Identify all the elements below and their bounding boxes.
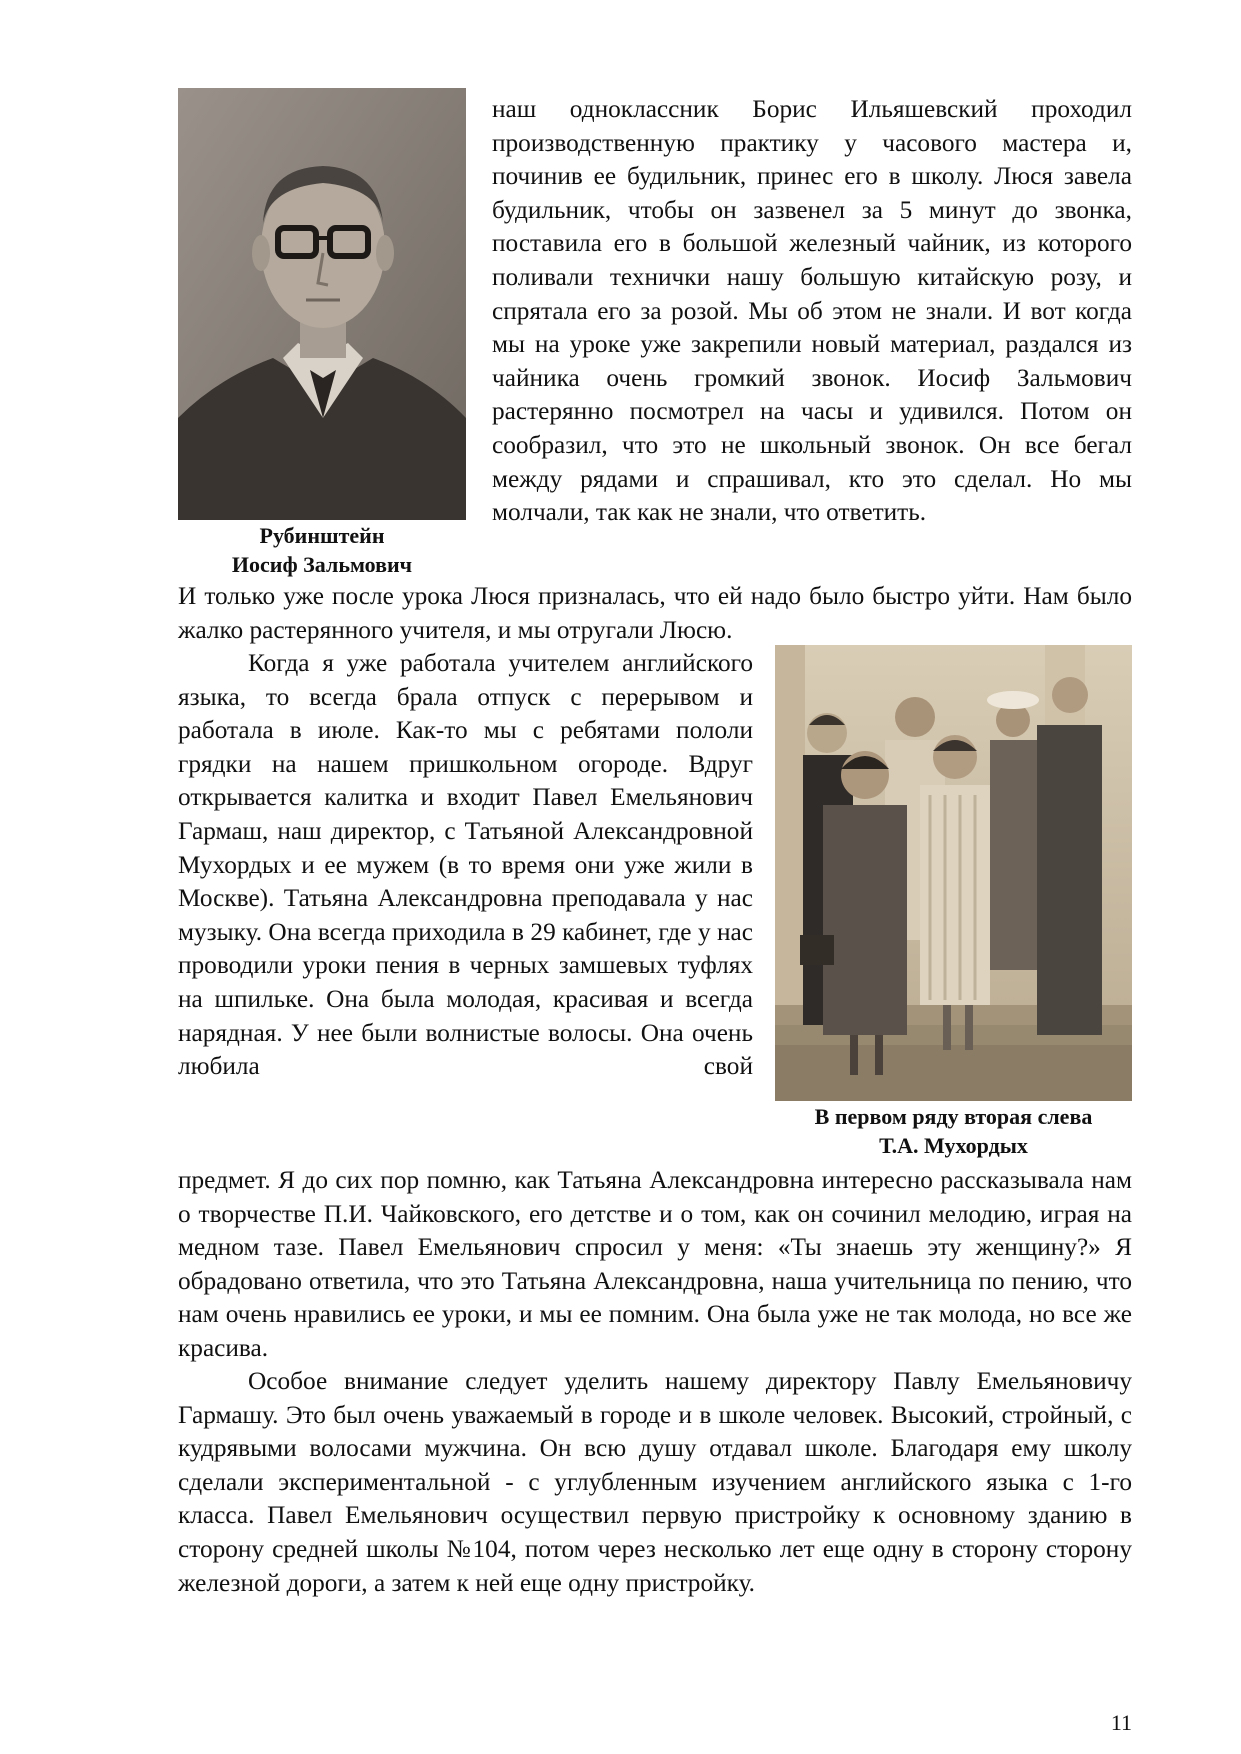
group-photo (775, 645, 1132, 1101)
portrait-photo-image (178, 88, 466, 520)
portrait-photo (178, 88, 466, 520)
group-caption-line-2: Т.А. Мухордых (879, 1133, 1028, 1158)
portrait-caption-surname: Рубинштейн (259, 523, 385, 548)
paragraph-3: Когда я уже работала учителем английского языка, то всегда брала отпуск с перерывом и работала в июле. Как-то мы с ребятами пололи грядки на нашем пришкольном огороде. Вдруг открывается калитка и входит Павел Емельянович Гармаш, наш директор, с Татьяной Александровной Мухордых и ее мужем (в то время они уже жили в Москве). Татьяна Александровна преподавала у нас музыку. Она всегда приходила в 29 кабинет, где у нас проводили уроки пения в черных замшевых туфлях на шпильке. Она была молодая, красивая и всегда нарядная. У нее были волнистые волосы. Она очень любила свой (178, 649, 753, 1081)
portrait-caption-name: Иосиф Зальмович (231, 552, 413, 577)
paragraph-1: наш одноклассник Борис Ильяшевский проходил производственную практику у часового мастера и, починив ее будильник, принес его в школу. Люся завела будильник, чтобы он зазвенел за 5 минут до звонка, поставила его в большой железный чайник, из которого поливали технички нашу большую китайскую розу, и спрятала его за розой. Мы об этом не знали. И вот когда мы на уроке уже закрепили новый материал, раздался из чайника очень громкий звонок. Иосиф Зальмович растерянно посмотрел на часы и удивился. Потом он сообразил, что это не школьный звонок. Он все бегал между рядами и спрашивал, кто это сделал. Но мы молчали, так как не знали, что ответить. (492, 95, 1132, 527)
group-photo-image (775, 645, 1132, 1101)
portrait-caption (178, 521, 466, 579)
paragraph-5: Особое внимание следует уделить нашему директору Павлу Емельяновичу Гармашу. Это был очень уважаемый в городе и в школе человек. Высокий, стройный, с кудрявыми волосами мужчина. Он всю душу отдавал школе. Благодаря ему школу сделали экспериментальной - с углубленным изучением английского языка с 1-го класса. Павел Емельянович осуществил первую пристройку к основному зданию в сторону средней школы №104, потом через несколько лет еще одну в сторону сторону железной дороги, а затем к ней еще одну пристройку. (178, 1367, 1132, 1597)
group-caption-line-1: В первом ряду вторая слева (814, 1104, 1093, 1129)
group-caption (770, 1102, 1137, 1160)
paragraph-4: предмет. Я до сих пор помню, как Татьяна Александровна интересно рассказывала нам о творчестве П.И. Чайковского, его детстве и о том, как он сочинил мелодию, играя на медном тазе. Павел Емельянович спросил у меня: «Ты знаешь эту женщину?» Я обрадовано ответила, что это Татьяна Александровна, наша учительница по пению, что нам очень нравились ее уроки, и мы ее помним. Она была уже не так молода, но все же красива. (178, 1166, 1132, 1362)
page-number: 11 (1110, 1710, 1132, 1735)
paragraph-2: И только уже после урока Люся призналась, что ей надо было быстро уйти. Нам было жалко растерянного учителя, и мы отругали Люсю. (178, 582, 1132, 644)
